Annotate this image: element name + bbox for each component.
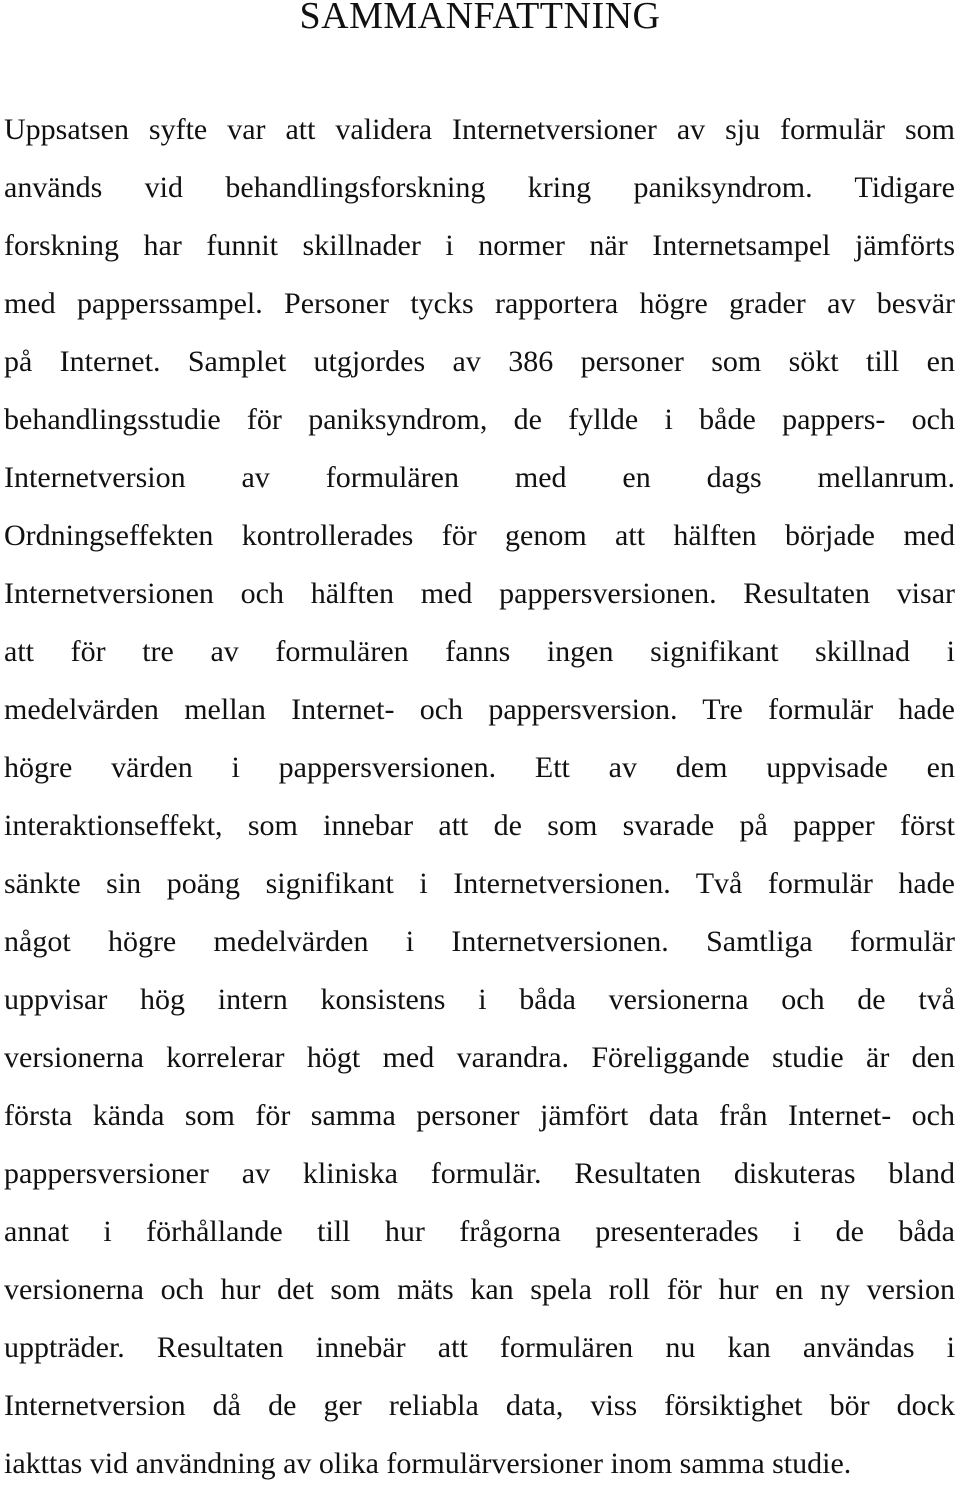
- text-line: forskning har funnit skillnader i normer när Internetsampel jämförts: [4, 229, 955, 262]
- text-line: interaktionseffekt, som innebar att de som svarade på papper först: [4, 809, 955, 842]
- text-line: pappersversioner av kliniska formulär. Resultaten diskuteras bland: [4, 1157, 955, 1190]
- text-line: högre värden i pappersversionen. Ett av dem uppvisade en: [4, 751, 955, 784]
- text-line: sänkte sin poäng signifikant i Internetversionen. Två formulär hade: [4, 867, 955, 900]
- text-line: Uppsatsen syfte var att validera Internetversioner av sju formulär som: [4, 113, 955, 146]
- page-title: SAMMANFATTNING: [299, 0, 661, 37]
- text-line: Ordningseffekten kontrollerades för genom att hälften började med: [4, 519, 955, 552]
- text-line: uppvisar hög intern konsistens i båda versionerna och de två: [4, 983, 955, 1016]
- summary-paragraph: [4, 101, 955, 1493]
- text-line: med papperssampel. Personer tycks rapportera högre grader av besvär: [4, 287, 955, 320]
- text-line: behandlingsstudie för paniksyndrom, de fyllde i både pappers- och: [4, 403, 955, 436]
- text-line: Internetversionen och hälften med pappersversionen. Resultaten visar: [4, 577, 955, 610]
- text-line: Internetversion då de ger reliabla data, viss försiktighet bör dock: [4, 1389, 955, 1422]
- text-line: första kända som för samma personer jämfört data från Internet- och: [4, 1099, 955, 1132]
- text-line: versionerna och hur det som mäts kan spela roll för hur en ny version: [4, 1273, 955, 1306]
- text-line: medelvärden mellan Internet- och pappersversion. Tre formulär hade: [4, 693, 955, 726]
- text-line: används vid behandlingsforskning kring paniksyndrom. Tidigare: [4, 171, 955, 204]
- text-line: Internetversion av formulären med en dags mellanrum.: [4, 461, 955, 494]
- text-line: på Internet. Samplet utgjordes av 386 personer som sökt till en: [4, 345, 955, 378]
- text-line: iakttas vid användning av olika formulärversioner inom samma studie.: [4, 1447, 852, 1480]
- text-line: versionerna korrelerar högt med varandra. Föreliggande studie är den: [4, 1041, 955, 1074]
- text-line: att för tre av formulären fanns ingen signifikant skillnad i: [4, 635, 955, 668]
- text-line: något högre medelvärden i Internetversionen. Samtliga formulär: [4, 925, 955, 958]
- text-line: annat i förhållande till hur frågorna presenterades i de båda: [4, 1215, 955, 1248]
- text-line: uppträder. Resultaten innebär att formulären nu kan användas i: [4, 1331, 955, 1364]
